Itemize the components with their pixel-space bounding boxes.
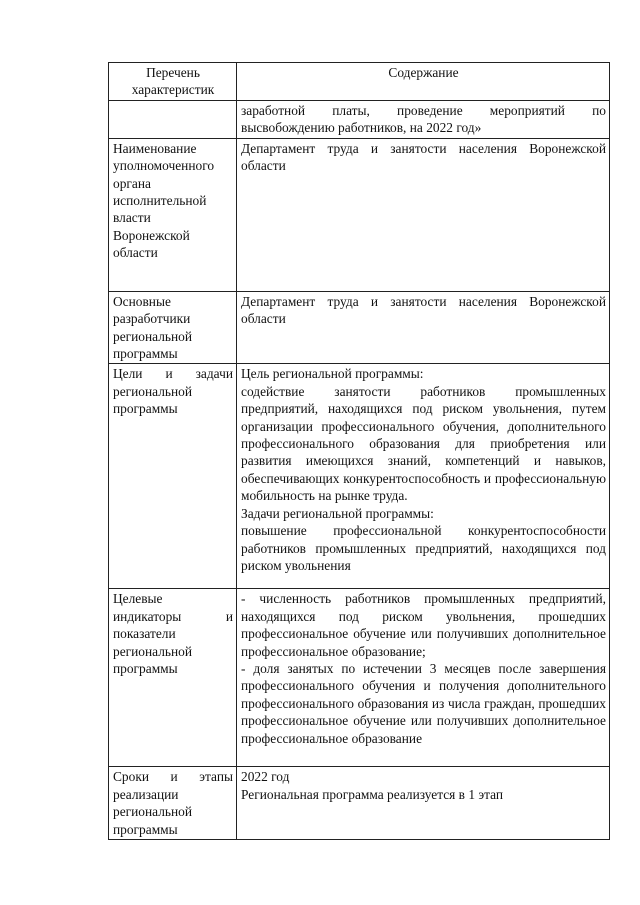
term-stage: Региональная программа реализуется в 1 этап (241, 786, 504, 802)
indicator-item: - доля занятых по истечении 3 месяцев после завершения профессионального обучения и получения дополнительного профессионального образования из числа граждан, прошедших профессиональное обучение или получивших дополнительное профессиональное образование (241, 661, 606, 746)
table-row (109, 589, 610, 767)
label-line: региональной (113, 804, 193, 820)
row-label-indicators (109, 589, 237, 767)
continuation-cell (237, 100, 610, 138)
label-line: индикаторы и (113, 608, 233, 624)
label-line: Цели и задачи (113, 366, 233, 382)
label-line: программы (113, 661, 178, 677)
indicators-content (237, 589, 610, 767)
label-line: Воронежской (113, 227, 190, 243)
label-line: программы (113, 346, 178, 362)
developers-content: Департамент труда и занятости населения Воронежской области (237, 291, 610, 364)
label-line: власти (113, 210, 151, 226)
goal-text: содействие занятости работников промышленных предприятий, находящихся под риском увольнения, путем организации профессионального обучения, дополнительного профессионального образования для приобретения или развития имеющихся знаний, компетенций и навыков, обеспечивающих конкурентоспособность и профессиональную мобильность на рынке труда. (241, 383, 606, 504)
label-line: органа (113, 175, 151, 191)
label-line: региональной (113, 328, 193, 344)
tasks-heading: Задачи региональной программы: (241, 505, 434, 521)
table-header-row (109, 63, 610, 101)
label-line: региональной (113, 383, 193, 399)
continuation-line: заработной платы, проведение мероприятий по (241, 102, 606, 118)
label-line: разработчики (113, 311, 191, 327)
terms-content (237, 767, 610, 840)
header-content: Содержание (237, 63, 610, 101)
term-year: 2022 год (241, 769, 290, 785)
indicator-item: - численность работников промышленных предприятий, находящихся под риском увольнения, прошедших профессиональное обучение или получивших дополнительное профессиональное образование; (241, 591, 606, 659)
row-label-terms (109, 767, 237, 840)
header-characteristics: Перечень характеристик (109, 63, 237, 101)
label-line: области (113, 245, 158, 261)
program-passport-table (108, 62, 610, 840)
label-line: Целевые (113, 591, 163, 607)
label-line: реализации (113, 786, 179, 802)
continuation-line: высвобождению работников, на 2022 год» (241, 120, 482, 136)
row-label-authority (109, 138, 237, 291)
table-row (109, 291, 610, 364)
table-row (109, 100, 610, 138)
table-row (109, 364, 610, 589)
goal-heading: Цель региональной программы: (241, 366, 424, 382)
authority-content: Департамент труда и занятости населения Воронежской области (237, 138, 610, 291)
table-row (109, 767, 610, 840)
empty-label-cell (109, 100, 237, 138)
row-label-goals (109, 364, 237, 589)
label-line: Наименование (113, 140, 197, 156)
label-line: Основные (113, 293, 171, 309)
label-line: показатели (113, 626, 176, 642)
label-line: Сроки и этапы (113, 769, 233, 785)
label-line: исполнительной (113, 193, 207, 209)
table-row (109, 138, 610, 291)
goals-content (237, 364, 610, 589)
label-line: уполномоченного (113, 158, 215, 174)
tasks-text: повышение профессиональной конкурентоспособности работников промышленных предприятий, находящихся под риском увольнения (241, 523, 606, 573)
label-line: региональной (113, 643, 193, 659)
label-line: программы (113, 401, 178, 417)
row-label-developers (109, 291, 237, 364)
label-line: программы (113, 821, 178, 837)
